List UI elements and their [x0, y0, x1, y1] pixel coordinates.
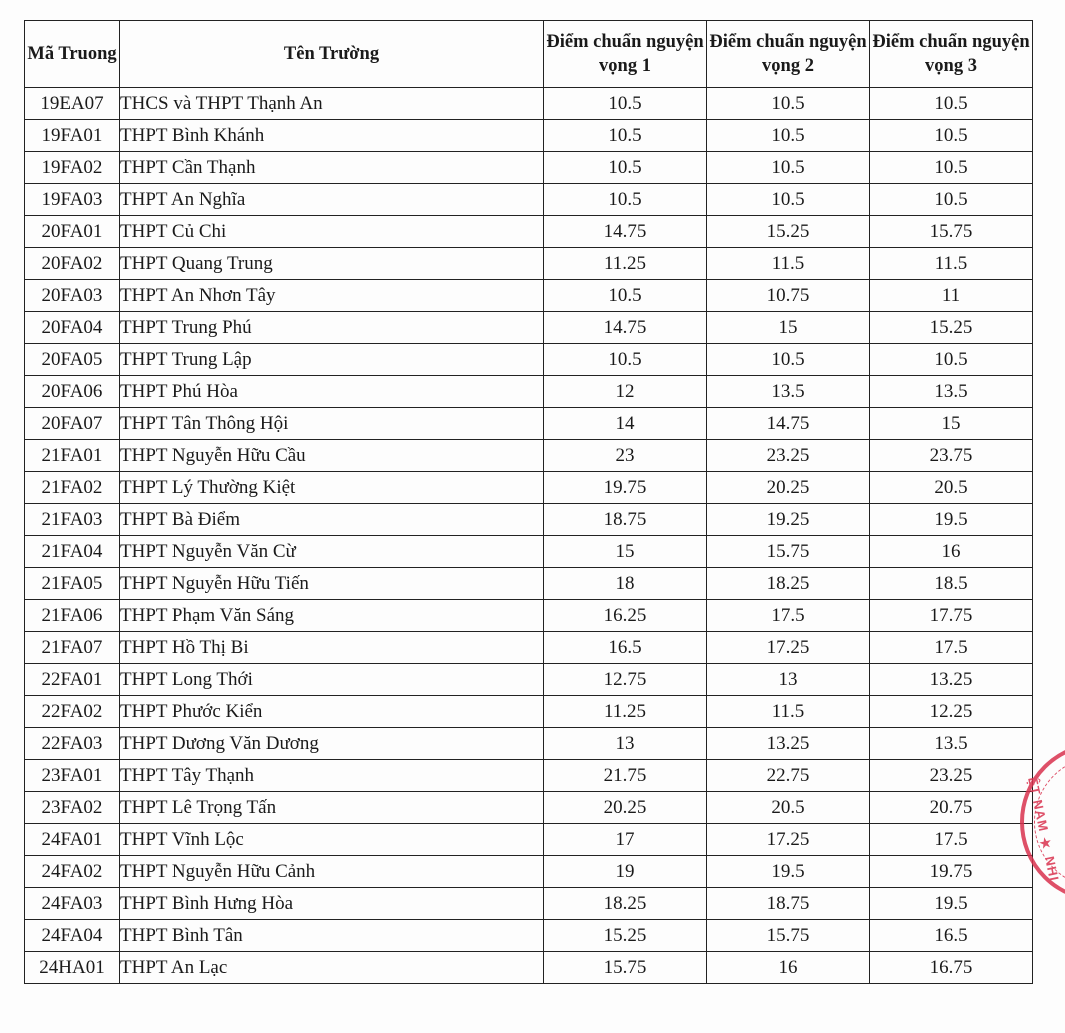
score-choice-1-cell: 10.5	[544, 344, 707, 376]
score-choice-2-cell: 18.75	[707, 888, 870, 920]
school-name-cell: THPT Hồ Thị Bi	[120, 632, 544, 664]
table-row	[25, 856, 1033, 888]
score-choice-2-cell: 13	[707, 664, 870, 696]
school-code-cell: 21FA03	[25, 504, 120, 536]
table-row	[25, 568, 1033, 600]
school-code-cell: 19FA03	[25, 184, 120, 216]
score-choice-2-cell: 17.25	[707, 632, 870, 664]
school-name-cell: THPT Quang Trung	[120, 248, 544, 280]
school-code-cell: 23FA02	[25, 792, 120, 824]
score-choice-2-cell: 10.5	[707, 120, 870, 152]
school-name-cell: THPT An Nghĩa	[120, 184, 544, 216]
score-choice-2-cell: 10.5	[707, 152, 870, 184]
header-score-choice-1: Điểm chuẩn nguyện vọng 1	[544, 21, 707, 88]
school-name-cell: THCS và THPT Thạnh An	[120, 88, 544, 120]
score-choice-2-cell: 16	[707, 952, 870, 984]
score-choice-1-cell: 12	[544, 376, 707, 408]
school-code-cell: 19EA07	[25, 88, 120, 120]
school-code-cell: 21FA05	[25, 568, 120, 600]
score-choice-2-cell: 19.25	[707, 504, 870, 536]
school-code-cell: 19FA02	[25, 152, 120, 184]
score-choice-1-cell: 18	[544, 568, 707, 600]
header-score-choice-2: Điểm chuẩn nguyện vọng 2	[707, 21, 870, 88]
score-choice-2-cell: 17.25	[707, 824, 870, 856]
score-choice-1-cell: 10.5	[544, 280, 707, 312]
school-code-cell: 24FA04	[25, 920, 120, 952]
score-choice-3-cell: 17.5	[870, 632, 1033, 664]
school-code-cell: 21FA04	[25, 536, 120, 568]
score-choice-1-cell: 20.25	[544, 792, 707, 824]
score-choice-3-cell: 11	[870, 280, 1033, 312]
table-body	[25, 88, 1033, 984]
score-choice-1-cell: 14.75	[544, 312, 707, 344]
score-choice-3-cell: 10.5	[870, 120, 1033, 152]
score-choice-1-cell: 10.5	[544, 88, 707, 120]
score-choice-1-cell: 12.75	[544, 664, 707, 696]
score-choice-2-cell: 15.75	[707, 536, 870, 568]
table-row	[25, 664, 1033, 696]
table-row	[25, 440, 1033, 472]
school-code-cell: 24FA02	[25, 856, 120, 888]
school-code-cell: 21FA02	[25, 472, 120, 504]
table-row	[25, 824, 1033, 856]
school-name-cell: THPT Bình Khánh	[120, 120, 544, 152]
table-row	[25, 952, 1033, 984]
admission-scores-table	[24, 20, 1033, 984]
score-choice-3-cell: 15.25	[870, 312, 1033, 344]
school-name-cell: THPT Tân Thông Hội	[120, 408, 544, 440]
score-choice-1-cell: 19	[544, 856, 707, 888]
school-name-cell: THPT An Lạc	[120, 952, 544, 984]
score-choice-2-cell: 15.75	[707, 920, 870, 952]
score-choice-2-cell: 15.25	[707, 216, 870, 248]
score-choice-2-cell: 13.25	[707, 728, 870, 760]
table-row	[25, 88, 1033, 120]
score-choice-2-cell: 22.75	[707, 760, 870, 792]
score-choice-3-cell: 13.25	[870, 664, 1033, 696]
school-code-cell: 24FA03	[25, 888, 120, 920]
table-row	[25, 152, 1033, 184]
score-choice-1-cell: 18.25	[544, 888, 707, 920]
table-row	[25, 312, 1033, 344]
seal-text: ỆT NAM ★ NHI	[1025, 775, 1062, 883]
score-choice-3-cell: 19.5	[870, 888, 1033, 920]
school-name-cell: THPT Dương Văn Dương	[120, 728, 544, 760]
table-row	[25, 792, 1033, 824]
score-choice-1-cell: 14	[544, 408, 707, 440]
school-name-cell: THPT Phước Kiển	[120, 696, 544, 728]
school-name-cell: THPT Nguyễn Văn Cừ	[120, 536, 544, 568]
table-row	[25, 696, 1033, 728]
school-name-cell: THPT Củ Chi	[120, 216, 544, 248]
score-choice-3-cell: 20.75	[870, 792, 1033, 824]
table-row	[25, 216, 1033, 248]
score-choice-2-cell: 10.75	[707, 280, 870, 312]
score-choice-3-cell: 10.5	[870, 152, 1033, 184]
score-choice-3-cell: 18.5	[870, 568, 1033, 600]
school-name-cell: THPT Bình Tân	[120, 920, 544, 952]
school-name-cell: THPT An Nhơn Tây	[120, 280, 544, 312]
score-choice-3-cell: 20.5	[870, 472, 1033, 504]
school-code-cell: 21FA06	[25, 600, 120, 632]
school-name-cell: THPT Phạm Văn Sáng	[120, 600, 544, 632]
score-choice-2-cell: 17.5	[707, 600, 870, 632]
score-choice-2-cell: 10.5	[707, 344, 870, 376]
score-choice-3-cell: 13.5	[870, 728, 1033, 760]
score-choice-2-cell: 14.75	[707, 408, 870, 440]
table-row	[25, 632, 1033, 664]
school-name-cell: THPT Bà Điểm	[120, 504, 544, 536]
school-code-cell: 20FA01	[25, 216, 120, 248]
score-choice-3-cell: 16.5	[870, 920, 1033, 952]
score-choice-1-cell: 11.25	[544, 696, 707, 728]
table-row	[25, 536, 1033, 568]
score-choice-1-cell: 15.25	[544, 920, 707, 952]
table-row	[25, 184, 1033, 216]
table-row	[25, 120, 1033, 152]
score-choice-3-cell: 12.25	[870, 696, 1033, 728]
score-choice-3-cell: 16	[870, 536, 1033, 568]
score-choice-1-cell: 10.5	[544, 152, 707, 184]
school-code-cell: 20FA04	[25, 312, 120, 344]
school-code-cell: 22FA03	[25, 728, 120, 760]
score-choice-3-cell: 10.5	[870, 184, 1033, 216]
score-choice-1-cell: 10.5	[544, 120, 707, 152]
score-choice-2-cell: 19.5	[707, 856, 870, 888]
header-school-name: Tên Trường	[120, 21, 544, 88]
table-row	[25, 376, 1033, 408]
school-name-cell: THPT Vĩnh Lộc	[120, 824, 544, 856]
score-choice-1-cell: 18.75	[544, 504, 707, 536]
school-name-cell: THPT Nguyễn Hữu Cảnh	[120, 856, 544, 888]
table-row	[25, 344, 1033, 376]
score-choice-1-cell: 14.75	[544, 216, 707, 248]
score-choice-3-cell: 19.5	[870, 504, 1033, 536]
school-name-cell: THPT Long Thới	[120, 664, 544, 696]
score-choice-3-cell: 17.5	[870, 824, 1033, 856]
table-row	[25, 280, 1033, 312]
table-row	[25, 504, 1033, 536]
table-row	[25, 920, 1033, 952]
school-code-cell: 19FA01	[25, 120, 120, 152]
school-name-cell: THPT Trung Lập	[120, 344, 544, 376]
score-choice-2-cell: 11.5	[707, 696, 870, 728]
school-code-cell: 24HA01	[25, 952, 120, 984]
school-name-cell: THPT Trung Phú	[120, 312, 544, 344]
school-code-cell: 24FA01	[25, 824, 120, 856]
header-score-choice-3: Điểm chuẩn nguyện vọng 3	[870, 21, 1033, 88]
school-code-cell: 20FA07	[25, 408, 120, 440]
school-code-cell: 23FA01	[25, 760, 120, 792]
score-choice-2-cell: 20.5	[707, 792, 870, 824]
school-code-cell: 22FA01	[25, 664, 120, 696]
school-name-cell: THPT Phú Hòa	[120, 376, 544, 408]
school-code-cell: 21FA01	[25, 440, 120, 472]
score-choice-3-cell: 13.5	[870, 376, 1033, 408]
score-choice-1-cell: 15	[544, 536, 707, 568]
table-row	[25, 408, 1033, 440]
score-choice-1-cell: 16.25	[544, 600, 707, 632]
score-choice-2-cell: 10.5	[707, 88, 870, 120]
score-choice-2-cell: 20.25	[707, 472, 870, 504]
school-code-cell: 20FA06	[25, 376, 120, 408]
table-row	[25, 888, 1033, 920]
school-name-cell: THPT Nguyễn Hữu Tiến	[120, 568, 544, 600]
score-choice-3-cell: 11.5	[870, 248, 1033, 280]
table-row	[25, 472, 1033, 504]
school-name-cell: THPT Nguyễn Hữu Cầu	[120, 440, 544, 472]
score-choice-3-cell: 15	[870, 408, 1033, 440]
school-name-cell: THPT Tây Thạnh	[120, 760, 544, 792]
score-choice-3-cell: 23.25	[870, 760, 1033, 792]
score-choice-1-cell: 19.75	[544, 472, 707, 504]
school-name-cell: THPT Lê Trọng Tấn	[120, 792, 544, 824]
school-code-cell: 22FA02	[25, 696, 120, 728]
score-choice-2-cell: 13.5	[707, 376, 870, 408]
table-header-row	[25, 21, 1033, 88]
score-choice-3-cell: 17.75	[870, 600, 1033, 632]
header-school-code: Mã Truong	[25, 21, 120, 88]
score-choice-3-cell: 10.5	[870, 344, 1033, 376]
score-choice-1-cell: 16.5	[544, 632, 707, 664]
score-choice-3-cell: 16.75	[870, 952, 1033, 984]
score-choice-1-cell: 10.5	[544, 184, 707, 216]
score-choice-2-cell: 23.25	[707, 440, 870, 472]
score-choice-1-cell: 23	[544, 440, 707, 472]
table-row	[25, 600, 1033, 632]
table-row	[25, 248, 1033, 280]
score-choice-3-cell: 10.5	[870, 88, 1033, 120]
school-code-cell: 20FA05	[25, 344, 120, 376]
school-name-cell: THPT Cần Thạnh	[120, 152, 544, 184]
table-row	[25, 760, 1033, 792]
score-choice-1-cell: 17	[544, 824, 707, 856]
school-code-cell: 20FA03	[25, 280, 120, 312]
table-row	[25, 728, 1033, 760]
school-name-cell: THPT Bình Hưng Hòa	[120, 888, 544, 920]
school-code-cell: 21FA07	[25, 632, 120, 664]
score-choice-2-cell: 11.5	[707, 248, 870, 280]
score-choice-3-cell: 15.75	[870, 216, 1033, 248]
score-choice-2-cell: 10.5	[707, 184, 870, 216]
score-choice-1-cell: 11.25	[544, 248, 707, 280]
score-choice-1-cell: 15.75	[544, 952, 707, 984]
score-choice-3-cell: 19.75	[870, 856, 1033, 888]
score-choice-1-cell: 21.75	[544, 760, 707, 792]
score-choice-3-cell: 23.75	[870, 440, 1033, 472]
score-choice-2-cell: 18.25	[707, 568, 870, 600]
score-choice-1-cell: 13	[544, 728, 707, 760]
school-name-cell: THPT Lý Thường Kiệt	[120, 472, 544, 504]
score-choice-2-cell: 15	[707, 312, 870, 344]
school-code-cell: 20FA02	[25, 248, 120, 280]
